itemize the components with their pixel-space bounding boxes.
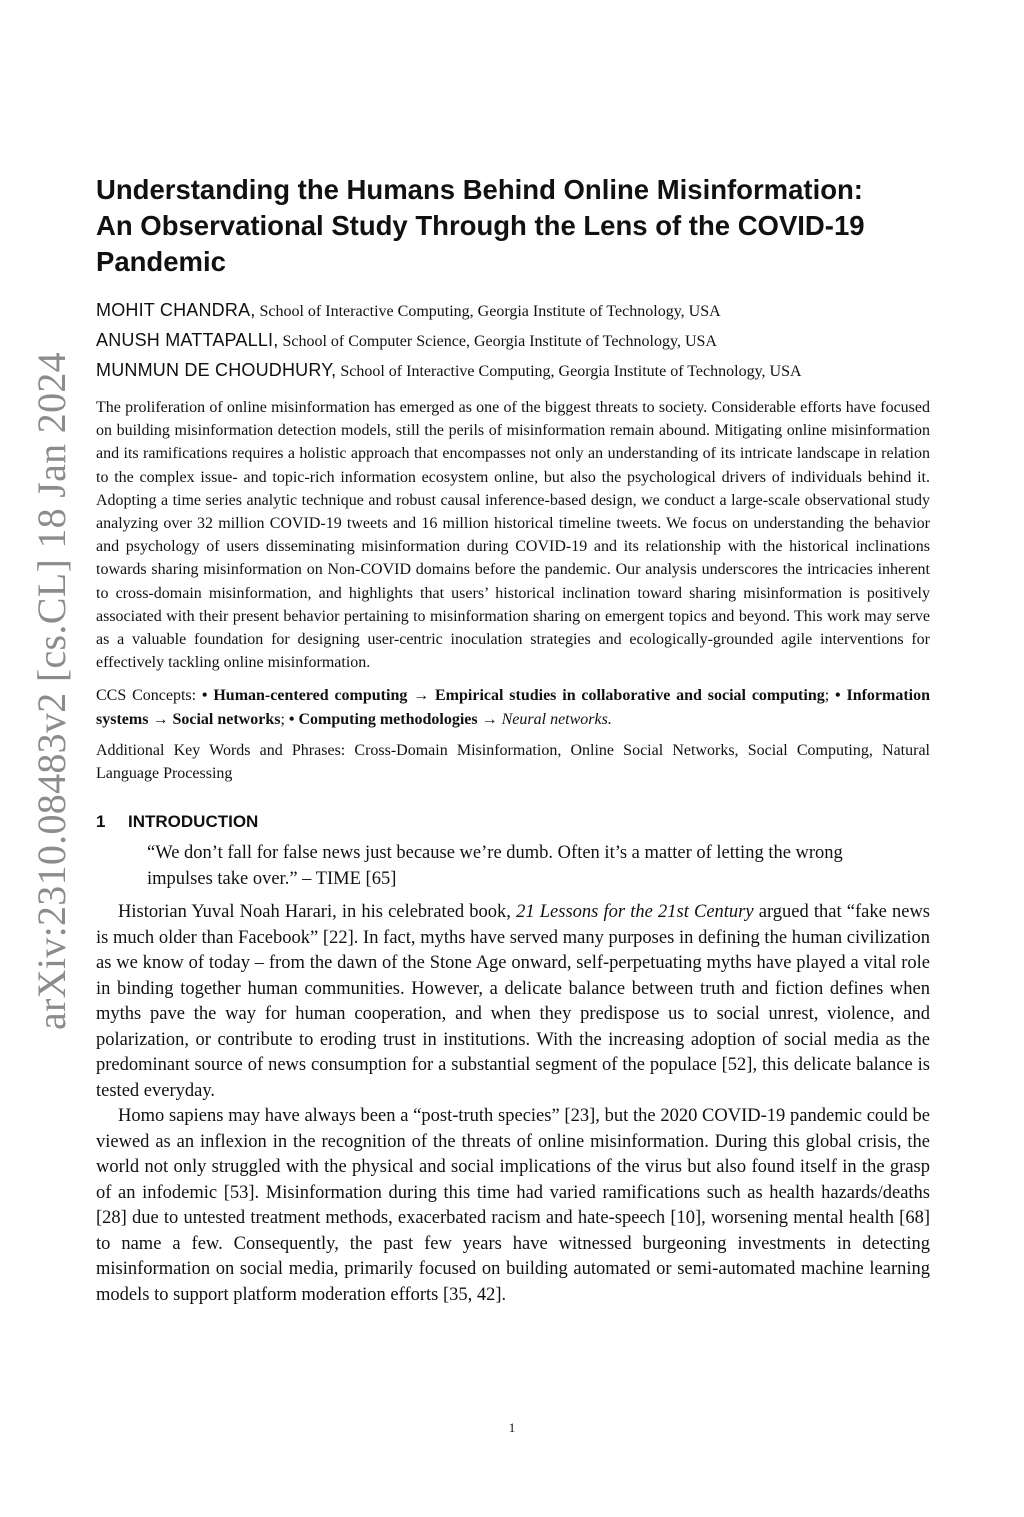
author-name: ANUSH MATTAPALLI,: [96, 330, 279, 350]
ccs-concepts: [96, 684, 930, 730]
title-line: Understanding the Humans Behind Online Misinformation:: [96, 174, 863, 205]
epigraph-quote: “We don’t fall for false news just because we’re dumb. Often it’s a matter of letting the wrong impulses take over.” – TIME [65]: [147, 843, 843, 889]
paper-title: [96, 172, 930, 280]
title-line: Pandemic: [96, 246, 226, 277]
ccs-concept-italic: Neural networks.: [501, 710, 612, 728]
author-affiliation: School of Interactive Computing, Georgia Institute of Technology, USA: [340, 363, 802, 380]
page-number: 1: [508, 1420, 516, 1435]
arxiv-margin-stamp: arXiv:2310.08483v2 [cs.CL] 18 Jan 2024: [29, 352, 74, 1030]
ccs-label: CCS Concepts:: [96, 687, 202, 705]
ccs-separator: ;: [280, 710, 289, 728]
author-affiliation: School of Computer Science, Georgia Institute of Technology, USA: [282, 333, 717, 350]
paper-page: [96, 172, 930, 1308]
author-name: MOHIT CHANDRA,: [96, 300, 256, 320]
abstract: The proliferation of online misinformation has emerged as one of the biggest threats to society. Considerable efforts have focused on building misinformation detection models, still the perils of misinformation remain abound. Mitigating online misinformation and its ramifications requires a holistic approach that encompasses not only an understanding of its intricate landscape in relation to the complex issue- and topic-rich information ecosystem online, but also the psychological drivers of individuals behind it. Adopting a time series analytic technique and robust causal inference-based design, we conduct a large-scale observational study analyzing over 32 million COVID-19 tweets and 16 million historical timeline tweets. We focus on understanding the behavior and psychology of users disseminating misinformation during COVID-19 and its relationship with the historical inclinations towards sharing misinformation on Non-COVID domains before the pandemic. Our analysis underscores the intricacies inherent to cross-domain misinformation, and highlights that users’ historical inclination toward sharing misinformation is positively associated with their present behavior pertaining to misinformation sharing on emergent topics and beyond. This work may serve as a valuable foundation for designing user-centric inoculation strategies and ecologically-grounded agile interventions for effectively tackling online misinformation.: [96, 399, 930, 672]
section-number: 1: [96, 812, 106, 832]
body-paragraph: [96, 900, 930, 1104]
author-entry: [96, 296, 930, 326]
ccs-concept: • Information systems → Social networks: [96, 687, 931, 728]
author-list: [96, 296, 930, 386]
section-heading: [96, 811, 930, 833]
title-line: An Observational Study Through the Lens of the COVID-19: [96, 210, 865, 241]
book-title: 21 Lessons for the 21st Century: [516, 902, 754, 923]
section-title: INTRODUCTION: [128, 812, 259, 832]
body-paragraph: Homo sapiens may have always been a “post-truth species” [23], but the 2020 COVID-19 pandemic could be viewed as an inflexion in the recognition of the threats of online misinformation. During this global crisis, the world not only struggled with the physical and social implications of the virus but also found itself in the grasp of an infodemic [53]. Misinformation during this time had varied ramifications such as health hazards/deaths [28] due to untested treatment methods, exacerbated racism and hate-speech [10], worsening mental health [68] to name a few. Consequently, the past few years have witnessed burgeoning investments in detecting misinformation on social media, primarily focused on building automated or semi-automated machine learning models to support platform moderation efforts [35, 42].: [96, 1106, 930, 1305]
author-entry: [96, 326, 930, 356]
ccs-concept: • Human-centered computing → Empirical studies in collaborative and social computing: [201, 687, 825, 705]
author-entry: [96, 356, 930, 386]
ccs-concept: • Computing methodologies →: [288, 710, 502, 728]
para-text: argued that “fake news is much older than Facebook” [22]. In fact, myths have served many purposes in defining the human civilization as we know of today – from the dawn of the Stone Age onward, self-perpetuating myths have played a vital role in binding together human communities. However, a delicate balance between truth and fiction defines when myths pave the way for human cooperation, and when they predispose us to social unrest, violence, and polarization, or contribute to eroding trust in institutions. With the increasing adoption of social media as the predominant source of news consumption for a substantial segment of the populace [52], this delicate balance is tested everyday.: [96, 902, 931, 1101]
ccs-separator: ;: [824, 687, 836, 705]
author-affiliation: School of Interactive Computing, Georgia Institute of Technology, USA: [259, 303, 721, 320]
para-text: Historian Yuval Noah Harari, in his celebrated book,: [118, 902, 517, 923]
keywords: Additional Key Words and Phrases: Cross-Domain Misinformation, Online Social Networks, Social Computing, Natural Language Processing: [96, 741, 930, 783]
author-name: MUNMUN DE CHOUDHURY,: [96, 360, 337, 380]
